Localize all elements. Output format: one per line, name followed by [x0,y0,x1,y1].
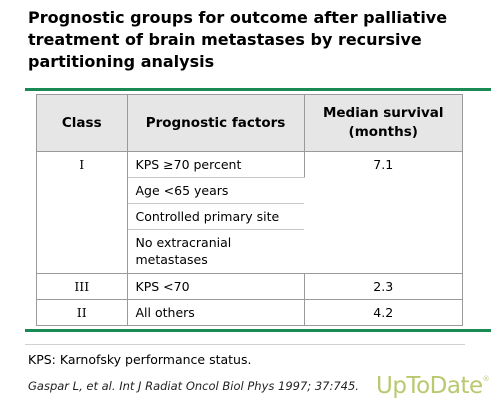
header-median-survival [304,95,462,152]
factor-cell: All others [127,299,304,325]
table-row [37,299,462,325]
survival-cell: 2.3 [304,273,462,299]
bottom-rule [25,329,491,332]
survival-cell: 4.2 [373,304,394,320]
prognostic-table [36,94,463,326]
class-cell: I [37,152,127,274]
factor-cell: KPS ≥70 percent [127,152,304,178]
factor-cell: Age <65 years [127,178,304,204]
table-title: Prognostic groups for outcome after palliative treatment of brain metastases by recursive partitioning analysis [28,8,448,71]
class-cell: II [37,299,127,325]
factor-cell: Controlled primary site [127,204,304,230]
survival-cell: 7.1 [304,152,462,274]
top-rule [25,88,491,91]
table-row [37,152,462,178]
footnote-divider [25,344,465,345]
table-row [37,273,462,299]
uptodate-logo [376,373,489,399]
logo-text: UpToDate [376,373,483,399]
citation: Gaspar L, et al. Int J Radiat Oncol Biol Phys 1997; 37:745. [28,379,359,393]
factor-text: No extracranial metastases [135,235,232,268]
factor-cell [127,230,304,273]
class-cell: III [37,273,127,299]
footnote: KPS: Karnofsky performance status. [28,352,252,367]
header-prognostic-factors: Prognostic factors [127,95,304,152]
registered-mark: ® [482,375,490,383]
factor-cell: KPS <70 [127,273,304,299]
header-class: Class [37,95,127,152]
header-median-survival-text: Median survival (months) [322,105,444,140]
table-header-row [37,95,462,152]
